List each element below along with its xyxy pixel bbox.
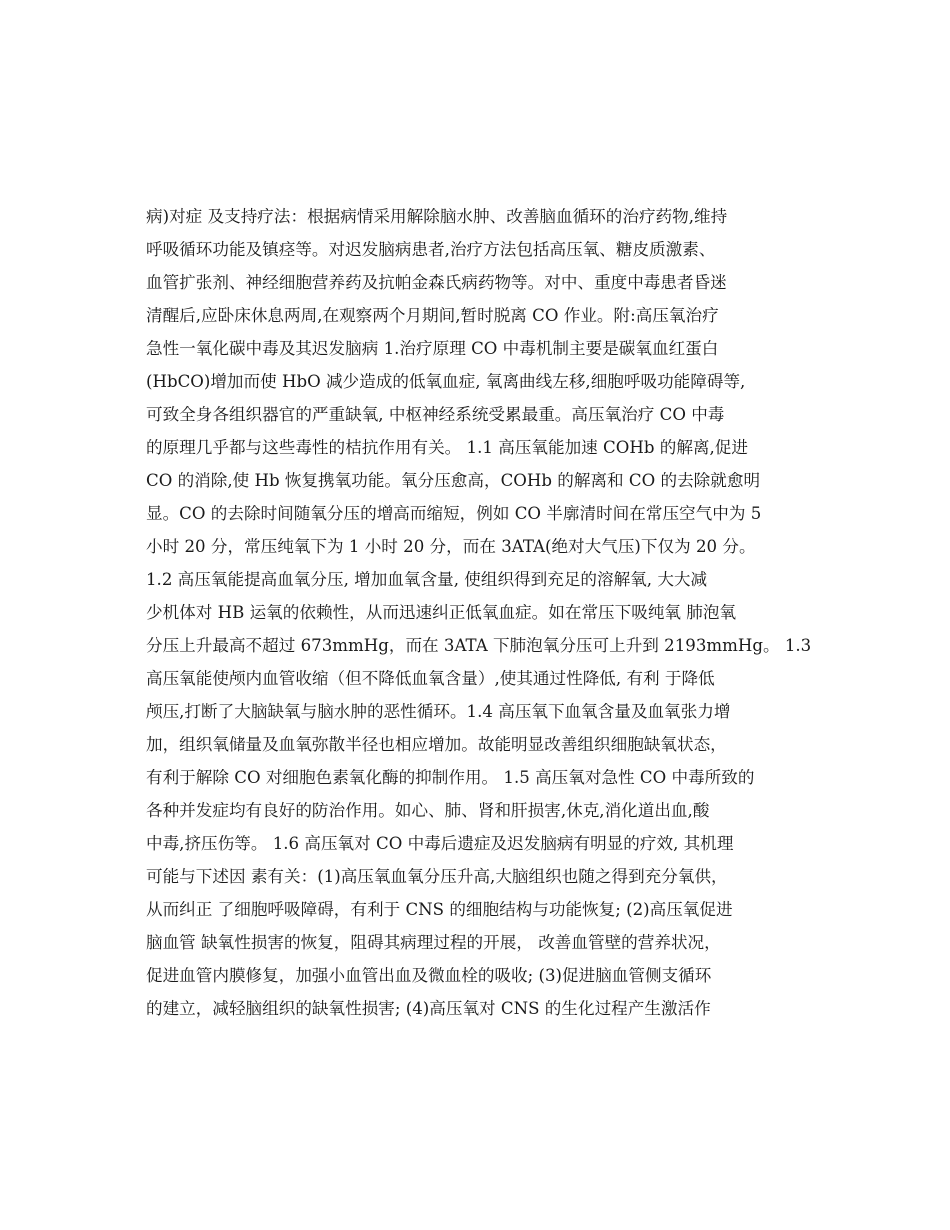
text-line: 显。CO 的去除时间随氧分压的增高而缩短，例如 CO 半廓清时间在常压空气中为 5	[146, 504, 762, 523]
text-line: 可能与下述因 素有关：(1)高压氧血氧分压升高,大脑组织也随之得到充分氧供，	[146, 867, 728, 886]
text-line: 加，组织氧储量及血氧弥散半径也相应增加。故能明显改善组织细胞缺氧状态，	[146, 735, 727, 754]
text-line: 可致全身各组织器官的严重缺氧, 中枢神经系统受累最重。高压氧治疗 CO 中毒	[146, 405, 725, 424]
text-line: 各种并发症均有良好的防治作用。如心、肺、肾和肝损害,休克,消化道出血,酸	[146, 801, 710, 820]
text-line: 小时 20 分，常压纯氧下为 1 小时 20 分，而在 3ATA(绝对大气压)下仅为 20 分。	[146, 537, 756, 556]
text-line: 的建立，减轻脑组织的缺氧性损害; (4)高压氧对 CNS 的生化过程产生激活作	[146, 999, 711, 1018]
text-line: 呼吸循环功能及镇痉等。对迟发脑病患者,治疗方法包括高压氧、糖皮质激素、	[146, 240, 716, 259]
text-line: 少机体对 HB 运氧的依赖性，从而迅速纠正低氧血症。如在常压下吸纯氧 肺泡氧	[146, 603, 737, 622]
text-line: 从而纠正 了细胞呼吸障碍，有利于 CNS 的细胞结构与功能恢复; (2)高压氧促进	[146, 900, 733, 919]
text-line: (HbCO)增加而使 HbO 减少造成的低氧血症, 氧离曲线左移,细胞呼吸功能障碍等,	[146, 372, 746, 391]
text-line: 高压氧能使颅内血管收缩（但不降低血氧含量）,使其通过性降低, 有利 于降低	[146, 669, 715, 688]
body-text	[146, 200, 816, 1025]
text-line: 急性一氧化碳中毒及其迟发脑病 1.治疗原理 CO 中毒机制主要是碳氧血红蛋白	[146, 339, 719, 358]
text-line: 血管扩张剂、神经细胞营养药及抗帕金森氏病药物等。对中、重度中毒患者昏迷	[146, 273, 727, 292]
text-line: CO 的消除,使 Hb 恢复携氧功能。氧分压愈高，COHb 的解离和 CO 的去除就愈明	[146, 471, 761, 490]
text-line: 促进血管内膜修复，加强小血管出血及微血栓的吸收; (3)促进脑血管侧支循环	[146, 966, 712, 985]
text-line: 脑血管 缺氧性损害的恢复，阻碍其病理过程的开展， 改善血管壁的营养状况，	[146, 933, 721, 952]
text-line: 清醒后,应卧床休息两周,在观察两个月期间,暂时脱离 CO 作业。附:高压氧治疗	[146, 306, 719, 325]
text-line: 分压上升最高不超过 673mmHg，而在 3ATA 下肺泡氧分压可上升到 2193mmHg。 1.3	[146, 636, 812, 655]
text-line: 的原理几乎都与这些毒性的桔抗作用有关。 1.1 高压氧能加速 COHb 的解离,促进	[146, 438, 748, 457]
text-line: 1.2 高压氧能提高血氧分压, 增加血氧含量, 使组织得到充足的溶解氧, 大大减	[146, 570, 708, 589]
text-line: 有利于解除 CO 对细胞色素氧化酶的抑制作用。 1.5 高压氧对急性 CO 中毒所致的	[146, 768, 755, 787]
text-line: 病)对症 及支持疗法：根据病情采用解除脑水肿、改善脑血循环的治疗药物,维持	[146, 207, 728, 226]
text-line: 颅压,打断了大脑缺氧与脑水肿的恶性循环。1.4 高压氧下血氧含量及血氧张力增	[146, 702, 731, 721]
text-line: 中毒,挤压伤等。 1.6 高压氧对 CO 中毒后遗症及迟发脑病有明显的疗效, 其机理	[146, 834, 734, 853]
